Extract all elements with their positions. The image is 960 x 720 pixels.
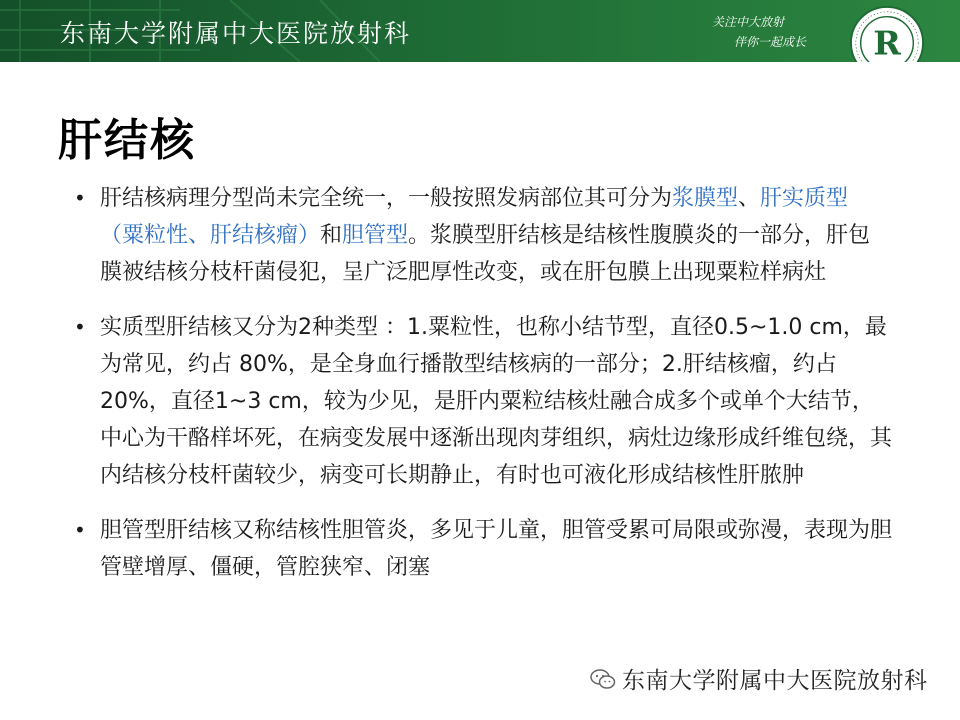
bullet-list [72,180,892,604]
header-bar [0,0,960,62]
wechat-icon [590,668,616,690]
wechat-watermark [590,662,928,695]
org-name: 东南大学附属中大医院放射科 [60,19,412,48]
bullet1-highlight-parenchymal: 肝实质型（粟粒性、肝结核瘤） [100,186,849,248]
slogan [712,12,806,52]
bullet3-text: 胆管型肝结核又称结核性胆管炎，多见于儿童，胆管受累可局限或弥漫，表现为胆管壁增厚、僵硬，管腔狭窄、闭塞 [100,518,893,580]
slide-title: 肝结核 [58,115,196,166]
bullet1-highlight-serosal: 浆膜型 [672,186,739,211]
bullet1-text-1: 肝结核病理分型尚未完全统一，一般按照发病部位其可分为 [100,186,673,211]
bullet-dot: • [74,518,86,542]
bullet-item [72,309,892,494]
logo-letter: R [873,23,901,63]
bullet1-text-2: 、 [738,186,761,211]
watermark-text: 东南大学附属中大医院放射科 [622,668,928,694]
bullet1-highlight-biliary: 胆管型 [342,223,409,248]
bullet-dot: • [74,186,86,210]
slogan-line-1: 关注中大放射 [712,15,785,29]
bullet-item [72,512,892,586]
hospital-logo-icon [848,4,926,62]
bullet1-text-4: 。浆膜型肝结核是结核性腹膜炎的一部分，肝包膜被结核分枝杆菌侵犯，呈广泛肥厚性改变，或在肝包膜上出现粟粒样病灶 [100,223,871,285]
slogan-line-2: 伴你一起成长 [734,35,807,49]
bullet1-text-3: 和 [320,223,343,248]
bullet-dot: • [74,315,86,339]
bullet2-text: 实质型肝结核又分为2种类型 ：1.粟粒性，也称小结节型，直径0.5~1.0 cm，最为常见，约占 80%，是全身血行播散型结核病的一部分；2.肝结核瘤，约占20%，直径1~3 cm，较为少见，是肝内粟粒结核灶融合成多个或单个大结节，中心为干酪样坏死，在病变发展中逐渐出现肉芽组织，病灶边缘形成纤维包绕，其内结核分枝杆菌较少，病变可长期静止，有时也可液化形成结核性肝脓肿 [100,315,893,488]
bullet-item [72,180,892,291]
